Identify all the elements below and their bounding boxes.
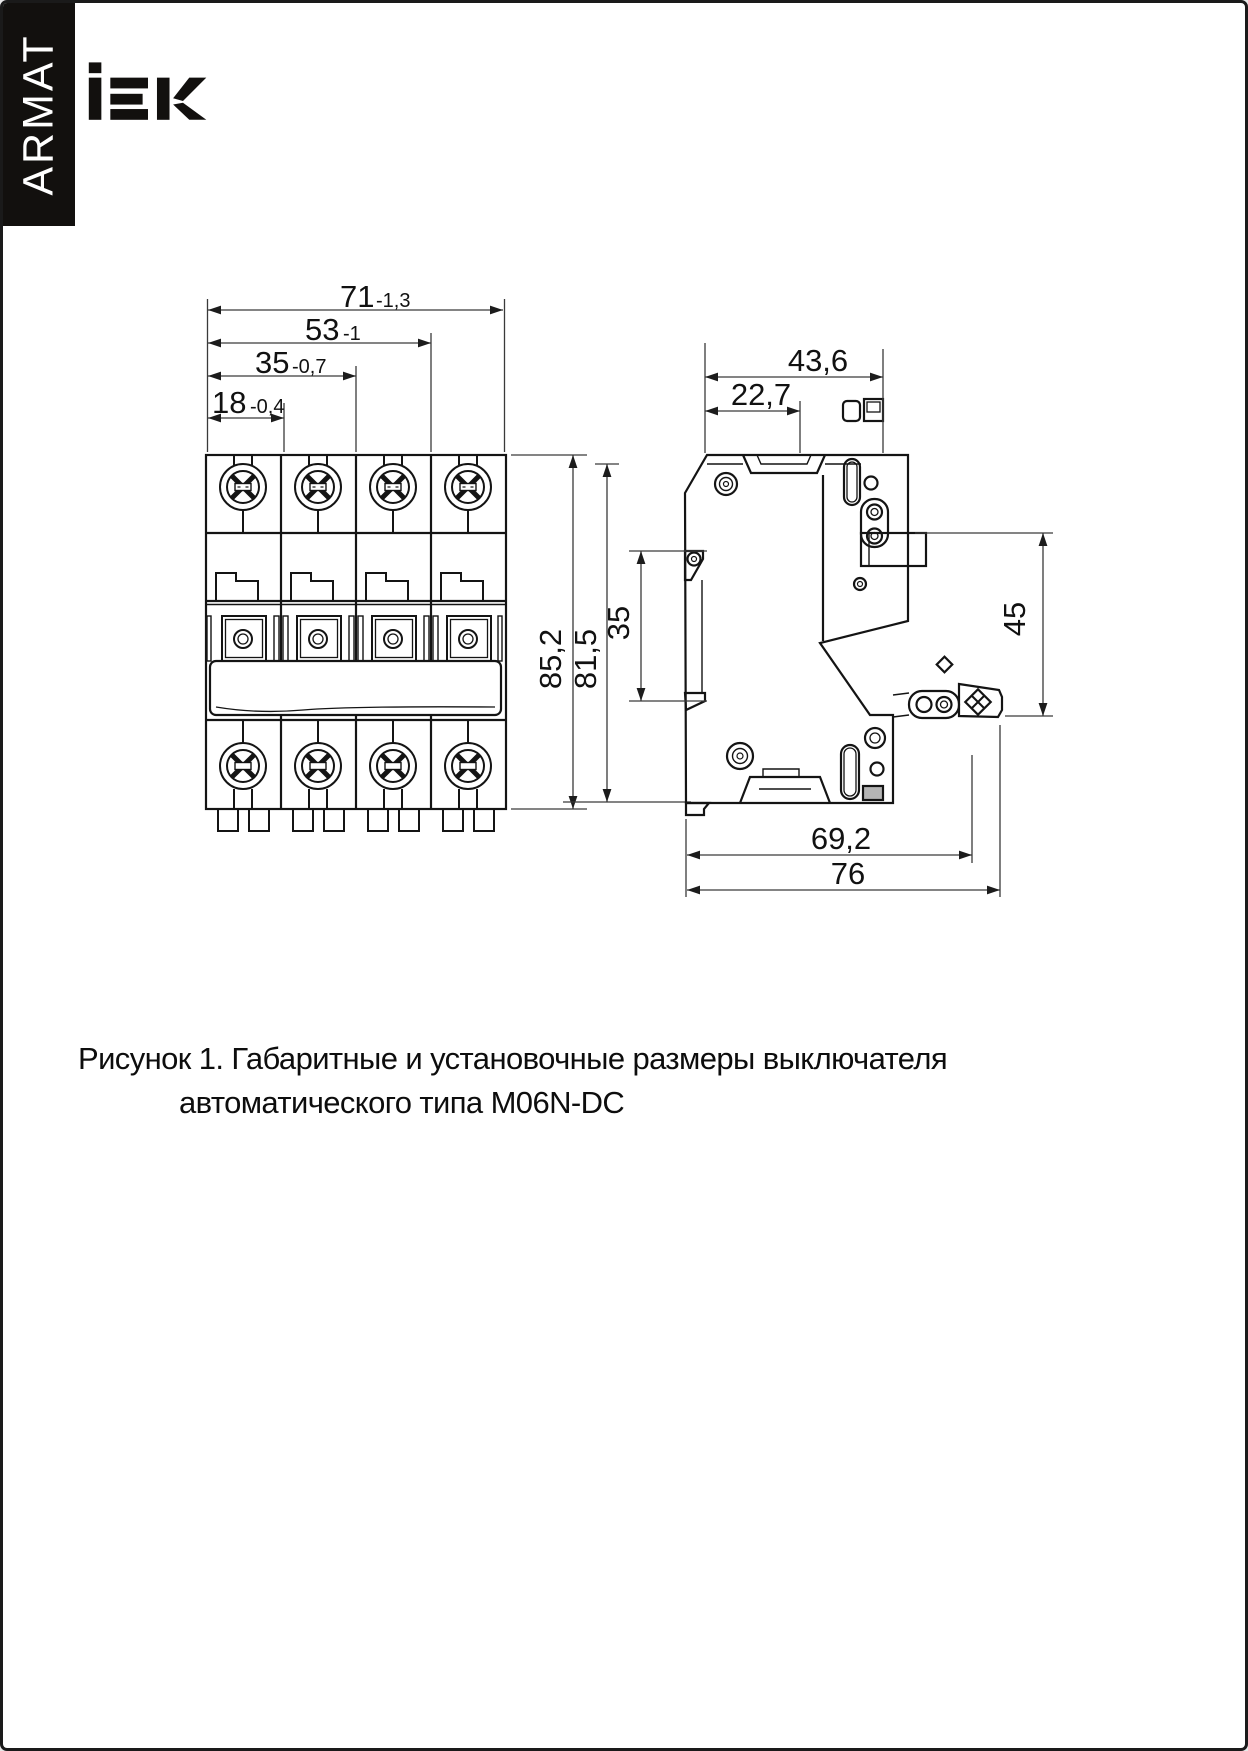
front-view-drawing [206,455,506,831]
dimension-drawing [3,3,1248,1751]
figure-caption [78,1037,947,1125]
dim-85-2: 85,2 [533,628,568,690]
iek-logo-icon [87,59,209,125]
figure-caption-line2: автоматического типа М06N-DC [179,1085,625,1120]
front-view-dimension-labels [212,279,603,689]
side-view-drawing [685,399,1002,815]
dim-35-din: 35 [601,605,636,641]
dim-35: 35 [255,345,290,380]
brand-sidebar [3,3,75,226]
dim-45: 45 [997,601,1032,637]
dim-22-7: 22,7 [730,377,792,412]
dim-43-6: 43,6 [787,343,849,378]
dim-71-tol: -1,3 [376,290,411,312]
dim-35-tol: -0,7 [292,356,327,378]
dim-18-tol: -0,4 [250,396,285,418]
dim-53-tol: -1 [343,323,361,345]
dim-76: 76 [830,856,866,891]
dim-53: 53 [305,312,340,347]
brand-sidebar-label: ARMAT [14,33,63,196]
side-view-dimension-labels [601,343,1032,891]
dim-71: 71 [340,279,375,314]
figure-caption-line1: Рисунок 1. Габаритные и установочные размеры выключателя [78,1041,948,1076]
dim-18: 18 [212,385,247,420]
dim-69-2: 69,2 [810,821,872,856]
dim-81-5: 81,5 [568,628,603,690]
